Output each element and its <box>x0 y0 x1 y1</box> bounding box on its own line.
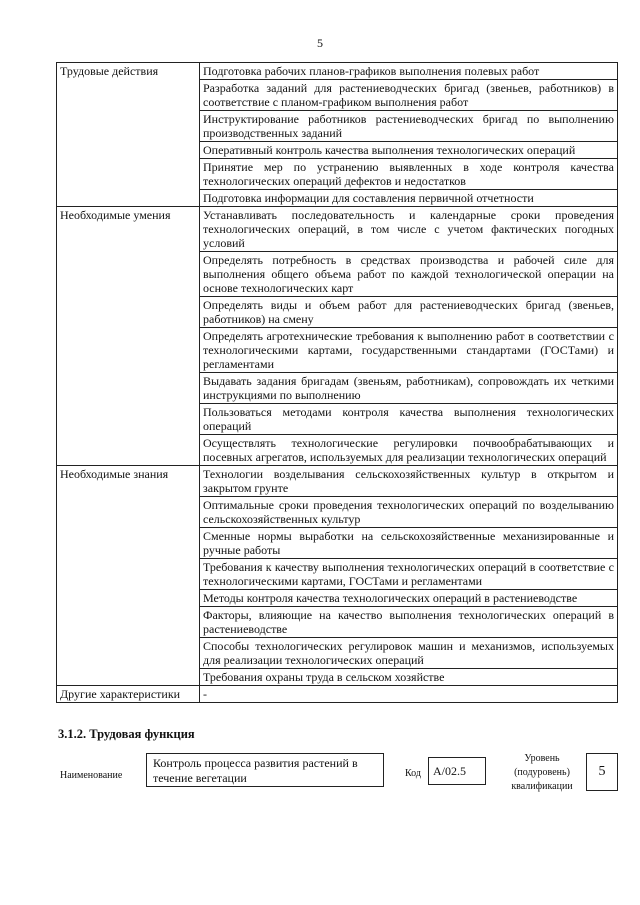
table-cell: Разработка заданий для растениеводческих бригад (звеньев, работников) в соответствие с планом-графиком выполнения работ <box>200 80 618 111</box>
table-cell: Методы контроля качества технологических операций в растениеводстве <box>200 590 618 607</box>
page-number: 5 <box>317 36 323 50</box>
table-cell: Требования охраны труда в сельском хозяйстве <box>200 669 618 686</box>
table-row <box>57 466 618 497</box>
section-heading: Необходимые знания <box>57 466 200 686</box>
table-cell: - <box>200 686 618 703</box>
table-cell: Определять агротехнические требования к выполнению работ в соответствии с технологическими картами, государственными стандартами (ГОСТами) и регламентами <box>200 328 618 373</box>
table-cell: Факторы, влияющие на качество выполнения технологических операций в растениеводстве <box>200 607 618 638</box>
table-cell: Инструктирование работников растениеводческих бригад по выполнению производственных заданий <box>200 111 618 142</box>
table-cell: Определять потребность в средствах производства и рабочей силе для выполнения общего объема работ по каждой технологической операции на основе технологических карт <box>200 252 618 297</box>
table-cell: Требования к качеству выполнения технологических операций в соответствие с технологическими картами, ГОСТами и регламентами <box>200 559 618 590</box>
table-cell: Технологии возделывания сельскохозяйственных культур в открытом и закрытом грунте <box>200 466 618 497</box>
table-cell: Пользоваться методами контроля качества выполнения технологических операций <box>200 404 618 435</box>
table-cell: Оптимальные сроки проведения технологических операций по возделыванию сельскохозяйственных культур <box>200 497 618 528</box>
section-heading: Другие характеристики <box>57 686 200 703</box>
table-cell: Принятие мер по устранению выявленных в ходе контроля качества технологических операций дефектов и недостатков <box>200 159 618 190</box>
table-cell: Оперативный контроль качества выполнения технологических операций <box>200 142 618 159</box>
table-cell: Выдавать задания бригадам (звеньям, работникам), сопровождать их четкими инструкциями по выполнению <box>200 373 618 404</box>
function-name-box: Контроль процесса развития растений в течение вегетации <box>146 753 384 787</box>
table-cell: Способы технологических регулировок машин и механизмов, используемых для реализации технологических операций <box>200 638 618 669</box>
section-heading: Необходимые умения <box>57 207 200 466</box>
table-cell: Подготовка информации для составления первичной отчетности <box>200 190 618 207</box>
function-code-box: А/02.5 <box>428 757 486 785</box>
table-cell: Сменные нормы выработки на сельскохозяйственные механизированные и ручные работы <box>200 528 618 559</box>
section-heading: Трудовые действия <box>57 63 200 207</box>
competency-table <box>56 62 618 703</box>
section-title: 3.1.2. Трудовая функция <box>58 727 195 741</box>
table-cell: Подготовка рабочих планов-графиков выполнения полевых работ <box>200 63 618 80</box>
name-label: Наименование <box>60 770 123 781</box>
table-cell: Определять виды и объем работ для растениеводческих бригад (звеньев, работников) на смену <box>200 297 618 328</box>
code-label: Код <box>405 768 421 779</box>
qualification-level-box: 5 <box>586 753 618 791</box>
table-row <box>57 207 618 252</box>
table-cell: Устанавливать последовательность и календарные сроки проведения технологических операций, в том числе с учетом фактических погодных условий <box>200 207 618 252</box>
table-cell: Осуществлять технологические регулировки почвообрабатывающих и посевных агрегатов, используемых для реализации технологических операций <box>200 435 618 466</box>
table-row <box>57 686 618 703</box>
level-label: Уровень (подуровень) квалификации <box>511 753 573 792</box>
table-row <box>57 63 618 80</box>
